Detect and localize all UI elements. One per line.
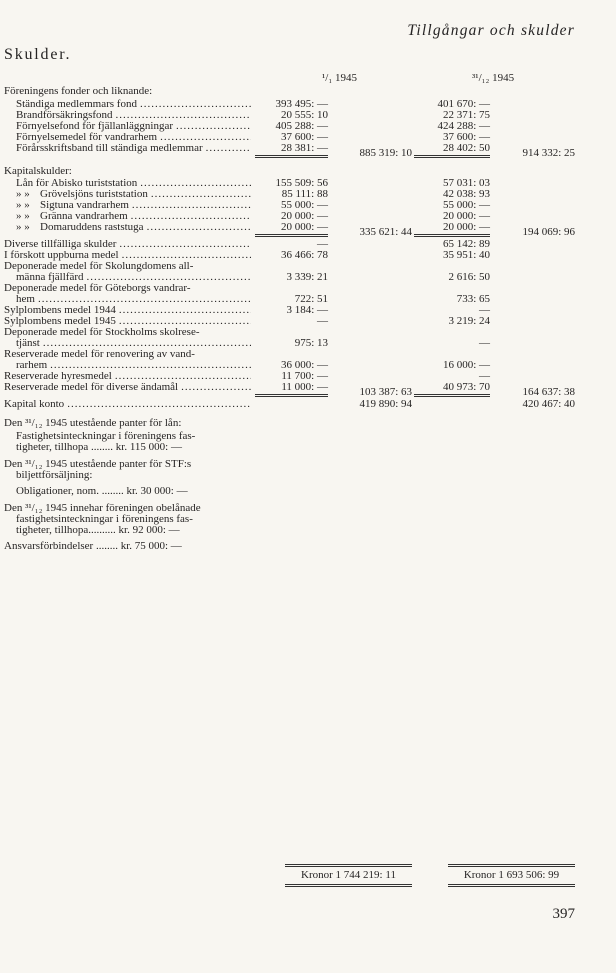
amount-start: 20 555: 10 [280, 109, 328, 121]
amount-start: 11 000: — [255, 382, 328, 397]
row-label-text: Deponerade medel för Göteborgs vandrar- [4, 283, 191, 294]
ditto-mark: » » [16, 189, 30, 200]
row-label [4, 283, 251, 294]
row-label-continued [16, 272, 251, 283]
row-label-continued [16, 294, 251, 305]
dot-leader [119, 250, 251, 261]
amount-start: 36 466: 78 [280, 249, 328, 261]
row-label-text: Sylplombens medel 1945 [4, 316, 116, 327]
dot-leader [35, 294, 251, 305]
dot-leader [137, 99, 251, 110]
dot-leader [116, 239, 251, 250]
row-label [16, 143, 251, 154]
amount-end: 37 600: — [442, 131, 490, 143]
row-heading: Kapitalskulder: [4, 166, 72, 177]
row-label-continued [16, 338, 251, 349]
amount-end: 28 402: 50 [414, 143, 490, 158]
amount-start: 393 495: — [275, 98, 328, 110]
amount-start: 3 184: — [286, 304, 328, 316]
row-label-text: rarhem [16, 360, 48, 371]
row-heading: Föreningens fonder och liknande: [4, 86, 153, 97]
row-label-text: Förnyelsemedel för vandrarhem [16, 132, 158, 143]
note-line: tigheter, tillhopa ........ kr. 115 000: — [16, 441, 182, 453]
dot-leader [84, 272, 252, 283]
amount-start: 55 000: — [280, 199, 328, 211]
row-label [16, 99, 251, 110]
amount-end: 55 000: — [442, 199, 490, 211]
amount-end: 35 951: 40 [442, 249, 490, 261]
row-label [16, 132, 251, 143]
row-label [16, 200, 251, 211]
row-label-text: Reserverade hyresmedel [4, 371, 112, 382]
ditto-mark: » » [16, 211, 30, 222]
subtotal-end: 194 069: 96 [522, 226, 575, 238]
dot-leader [148, 189, 251, 200]
row-label [4, 382, 251, 393]
row-label-text: Förnyelsefond för fjällanläggningar [16, 121, 174, 132]
amount-end: — [479, 304, 490, 316]
row-label [16, 222, 251, 233]
subtotal-start: 103 387: 63 [359, 386, 412, 398]
amount-end: 2 616: 50 [448, 271, 490, 283]
row-label [4, 250, 251, 261]
note-line: Ansvarsförbindelser ........ kr. 75 000: — [4, 540, 182, 552]
amount-start: — [317, 315, 328, 327]
amount-end: 22 371: 75 [442, 109, 490, 121]
row-label-text: Ständiga medlemmars fond [16, 99, 137, 110]
row-label [4, 261, 251, 272]
row-label-text: Gränna vandrarhem [40, 211, 128, 222]
amount-end: — [479, 370, 490, 382]
subtotal-start: 335 621: 44 [359, 226, 412, 238]
row-label-text: Lån för Abisko turiststation [16, 178, 138, 189]
amount-start: 28 381: — [255, 143, 328, 158]
dot-leader [157, 132, 251, 143]
dot-leader [64, 399, 251, 410]
row-label [16, 178, 251, 189]
dot-leader [129, 200, 251, 211]
row-label-continued [16, 360, 251, 371]
row-label-text: Reserverade medel för renovering av vand- [4, 349, 195, 360]
dot-leader [116, 316, 251, 327]
column-header-end: ³¹/₁₂ 1945 [472, 72, 515, 84]
dot-leader [203, 143, 251, 154]
row-label [16, 110, 251, 121]
row-label-text: Diverse tillfälliga skulder [4, 239, 117, 250]
amount-end: 424 288: — [437, 120, 490, 132]
subtotal-end: 420 467: 40 [522, 398, 575, 410]
row-label-text: männa fjällfärd [16, 272, 84, 283]
subtotal-end: 164 637: 38 [522, 386, 575, 398]
amount-start: 722: 51 [294, 293, 328, 305]
page-number: 397 [552, 906, 575, 922]
note-line: Fastighetsinteckningar i föreningens fas- [16, 430, 196, 442]
section-title: Skulder. [4, 46, 72, 63]
amount-start: 3 339: 21 [286, 271, 328, 283]
note-line: Den ³¹/₁₂ 1945 utestående panter för STF:s [4, 458, 192, 470]
note-line: Obligationer, nom. ........ kr. 30 000: — [16, 485, 188, 497]
amount-start: 85 111: 88 [281, 188, 328, 200]
amount-start: 37 600: — [280, 131, 328, 143]
amount-start: — [317, 238, 328, 250]
dot-leader [128, 211, 251, 222]
row-label-text: Domaruddens raststuga [40, 222, 144, 233]
amount-end: 16 000: — [442, 359, 490, 371]
amount-start: 155 509: 56 [275, 177, 328, 189]
row-label [16, 121, 251, 132]
row-label [4, 399, 251, 410]
note-line: Den ³¹/₁₂ 1945 utestående panter för lån: [4, 417, 182, 429]
row-label-text: Deponerade medel för Stockholms skolrese- [4, 327, 200, 338]
note-line: fastighetsinteckningar i föreningens fas- [16, 513, 193, 525]
amount-end: 401 670: — [437, 98, 490, 110]
row-label-text: Förårsskriftsband till ständiga medlemmar [16, 143, 203, 154]
amount-start: 36 000: — [280, 359, 328, 371]
amount-end: 40 973: 70 [414, 382, 490, 397]
dot-leader [116, 305, 251, 316]
ditto-mark: » » [16, 222, 30, 233]
row-label-text: tjänst [16, 338, 40, 349]
row-label [16, 189, 251, 200]
amount-end: 20 000: — [442, 210, 490, 222]
row-label [4, 327, 251, 338]
dot-leader [137, 178, 251, 189]
amount-start: 20 000: — [280, 210, 328, 222]
dot-leader [178, 382, 251, 393]
amount-end: 3 219: 24 [448, 315, 490, 327]
amount-end: 65 142: 89 [442, 238, 490, 250]
amount-start: 11 700: — [281, 370, 328, 382]
amount-start: 405 288: — [275, 120, 328, 132]
row-label [4, 371, 251, 382]
row-label-text: Deponerade medel för Skolungdomens all- [4, 261, 194, 272]
dot-leader [112, 371, 251, 382]
row-label [4, 349, 251, 360]
row-label-text: Sigtuna vandrarhem [40, 200, 129, 211]
page-running-title: Tillgångar och skulder [407, 22, 575, 39]
dot-leader [144, 222, 251, 233]
row-label [4, 316, 251, 327]
note-line: tigheter, tillhopa.......... kr. 92 000: — [16, 524, 180, 536]
amount-end: 20 000: — [414, 222, 490, 237]
subtotal-start: 885 319: 10 [359, 147, 412, 159]
row-label-text: Sylplombens medel 1944 [4, 305, 116, 316]
row-label-text: Grövelsjöns turiststation [40, 189, 148, 200]
column-header-start: ¹/₁ 1945 [322, 72, 357, 84]
amount-end: 42 038: 93 [442, 188, 490, 200]
dot-leader [47, 360, 251, 371]
row-label-text: I förskott uppburna medel [4, 250, 119, 261]
amount-end: 57 031: 03 [442, 177, 490, 189]
row-label [16, 211, 251, 222]
amount-end: — [479, 337, 490, 349]
subtotal-start: 419 890: 94 [359, 398, 412, 410]
row-label-text: Brandförsäkringsfond [16, 110, 113, 121]
subtotal-end: 914 332: 25 [522, 147, 575, 159]
total-start: Kronor 1 744 219: 11 [285, 864, 412, 887]
dot-leader [113, 110, 251, 121]
total-end: Kronor 1 693 506: 99 [448, 864, 575, 887]
note-line: Den ³¹/₁₂ 1945 innehar föreningen obelånade [4, 502, 201, 514]
row-label-text: hem [16, 294, 35, 305]
row-label-text: Kapital konto [4, 399, 65, 410]
amount-start: 20 000: — [255, 222, 328, 237]
dot-leader [40, 338, 251, 349]
amount-end: 733: 65 [456, 293, 490, 305]
amount-start: 975: 13 [294, 337, 328, 349]
ditto-mark: » » [16, 200, 30, 211]
dot-leader [173, 121, 251, 132]
row-label-text: Reserverade medel för diverse ändamål [4, 382, 179, 393]
note-line: biljettförsäljning: [16, 469, 93, 481]
row-label [4, 239, 251, 250]
row-label [4, 305, 251, 316]
